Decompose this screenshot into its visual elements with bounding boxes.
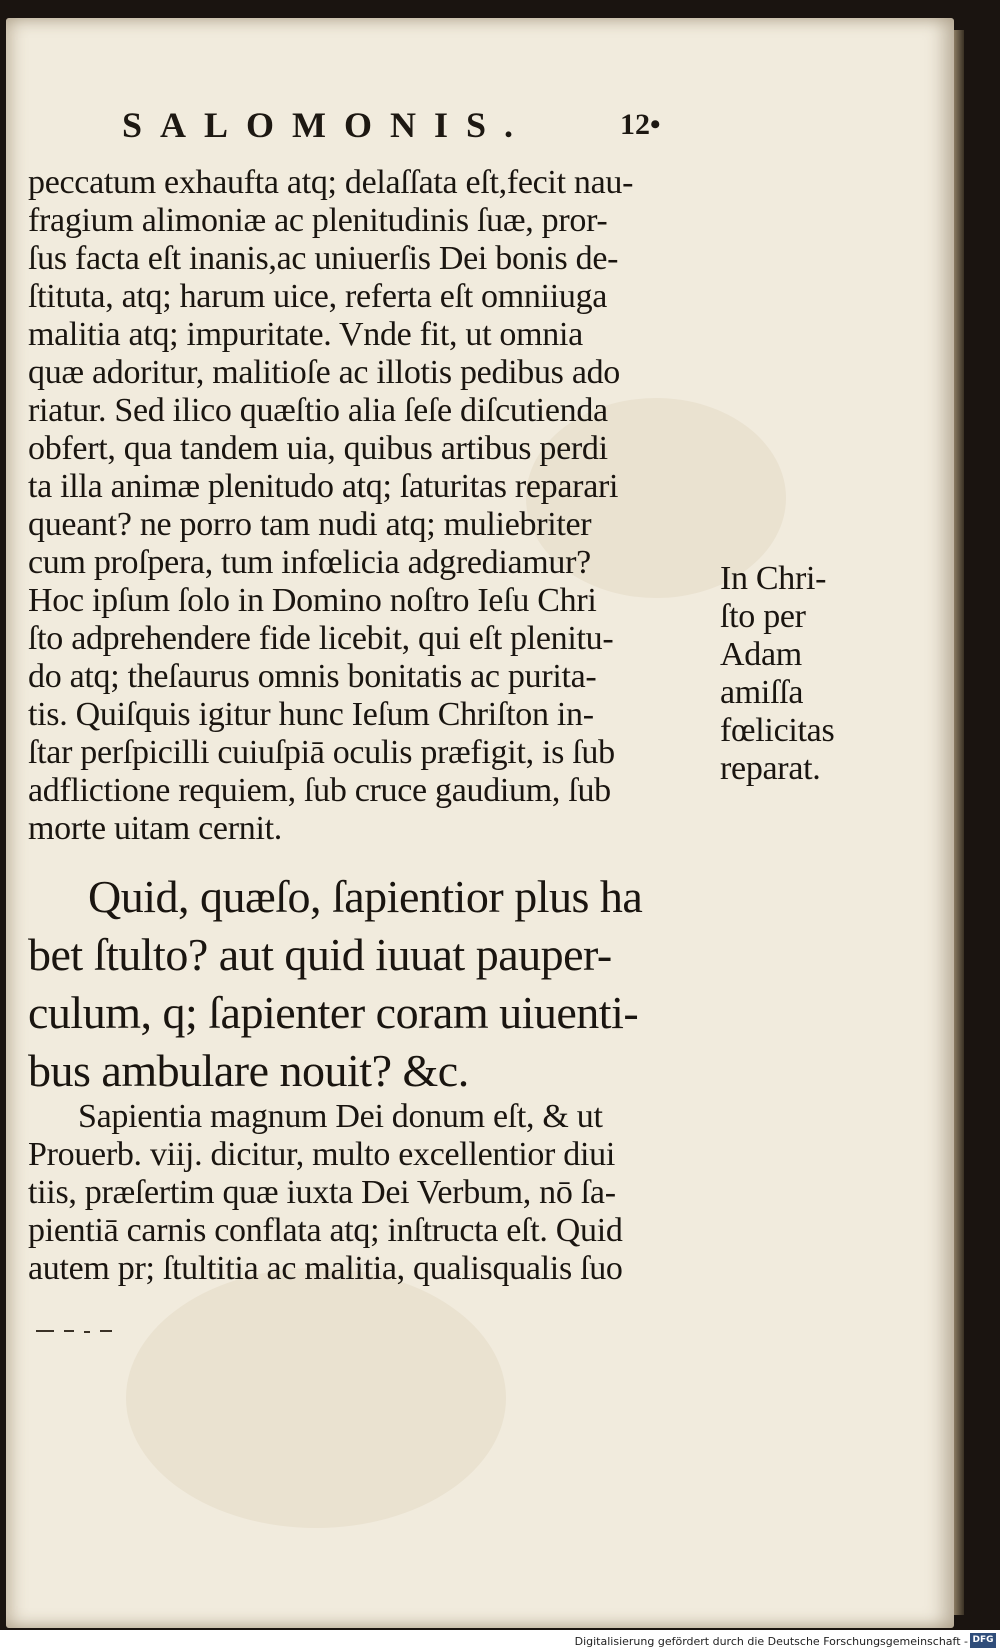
verse-line: culum, q; ſapienter coram uiuenti-: [28, 987, 639, 1038]
text-line: obfert, qua tandem uia, quibus artibus perdi: [28, 430, 608, 467]
margin-note-line: amiſſa: [720, 674, 804, 711]
text-line: tiis, præſertim quæ iuxta Dei Verbum, nō ſa-: [28, 1174, 616, 1211]
text-line: Sapientia magnum Dei donum eſt, & ut: [78, 1098, 603, 1135]
running-head: SALOMONIS.: [122, 105, 532, 145]
margin-note-line: reparat.: [720, 750, 821, 787]
text-line: queant? ne porro tam nudi atq; muliebriter: [28, 506, 592, 543]
text-line: Hoc ipſum ſolo in Domino noſtro Ieſu Chri: [28, 582, 597, 619]
margin-note-line: In Chri-: [720, 560, 827, 597]
catchword-smudge: [34, 1326, 134, 1334]
text-line: pientiā carnis conflata atq; inſtructa eſt. Quid: [28, 1212, 623, 1249]
margin-note-line: ſto per: [720, 598, 806, 635]
funding-credit: Digitalisierung gefördert durch die Deutsche Forschungsgemeinschaft -: [574, 1635, 968, 1648]
text-line: autem pr; ſtultitia ac malitia, qualisqualis ſuo: [28, 1250, 623, 1287]
text-line: ſto adprehendere fide licebit, qui eſt plenitu-: [28, 620, 614, 657]
verse-line: bus ambulare nouit? &c.: [28, 1045, 469, 1096]
text-line: ſus facta eſt inanis,ac uniuerſis Dei bonis de-: [28, 240, 619, 277]
margin-note-line: fœlicitas: [720, 712, 835, 749]
text-line: fragium alimoniæ ac plenitudinis ſuæ, pror-: [28, 202, 608, 239]
verse-line: Quid, quæſo, ſapientior plus ha: [88, 871, 643, 922]
text-line: Prouerb. viij. dicitur, multo excellentior diui: [28, 1136, 615, 1173]
page-number: 12•: [620, 108, 661, 141]
verse-line: bet ſtulto? aut quid iuuat pauper-: [28, 929, 612, 980]
text-line: ſtar perſpicilli cuiuſpiā oculis præfigit, is ſub: [28, 734, 615, 771]
text-line: riatur. Sed ilico quæſtio alia ſeſe diſcutienda: [28, 392, 608, 429]
text-line: tis. Quiſquis igitur hunc Ieſum Chriſton in-: [28, 696, 594, 733]
text-line: malitia atq; impuritate. Vnde fit, ut omnia: [28, 316, 583, 353]
page-edge: [954, 30, 964, 1615]
text-line: ta illa animæ plenitudo atq; ſaturitas reparari: [28, 468, 619, 505]
text-line: ſtituta, atq; harum uice, referta eſt omniiuga: [28, 278, 608, 315]
margin-note-line: Adam: [720, 636, 802, 673]
text-line: cum proſpera, tum infœlicia adgrediamur?: [28, 544, 591, 581]
text-line: adflictione requiem, ſub cruce gaudium, ſub: [28, 772, 611, 809]
text-line: do atq; theſaurus omnis bonitatis ac purita-: [28, 658, 597, 695]
text-line: morte uitam cernit.: [28, 810, 282, 847]
dfg-logo: DFG: [970, 1633, 996, 1648]
paper-stain: [126, 1268, 506, 1528]
text-line: peccatum exhaufta atq; delaſſata eſt,fecit nau-: [28, 164, 634, 201]
text-line: quæ adoritur, malitioſe ac illotis pedibus ado: [28, 354, 621, 391]
